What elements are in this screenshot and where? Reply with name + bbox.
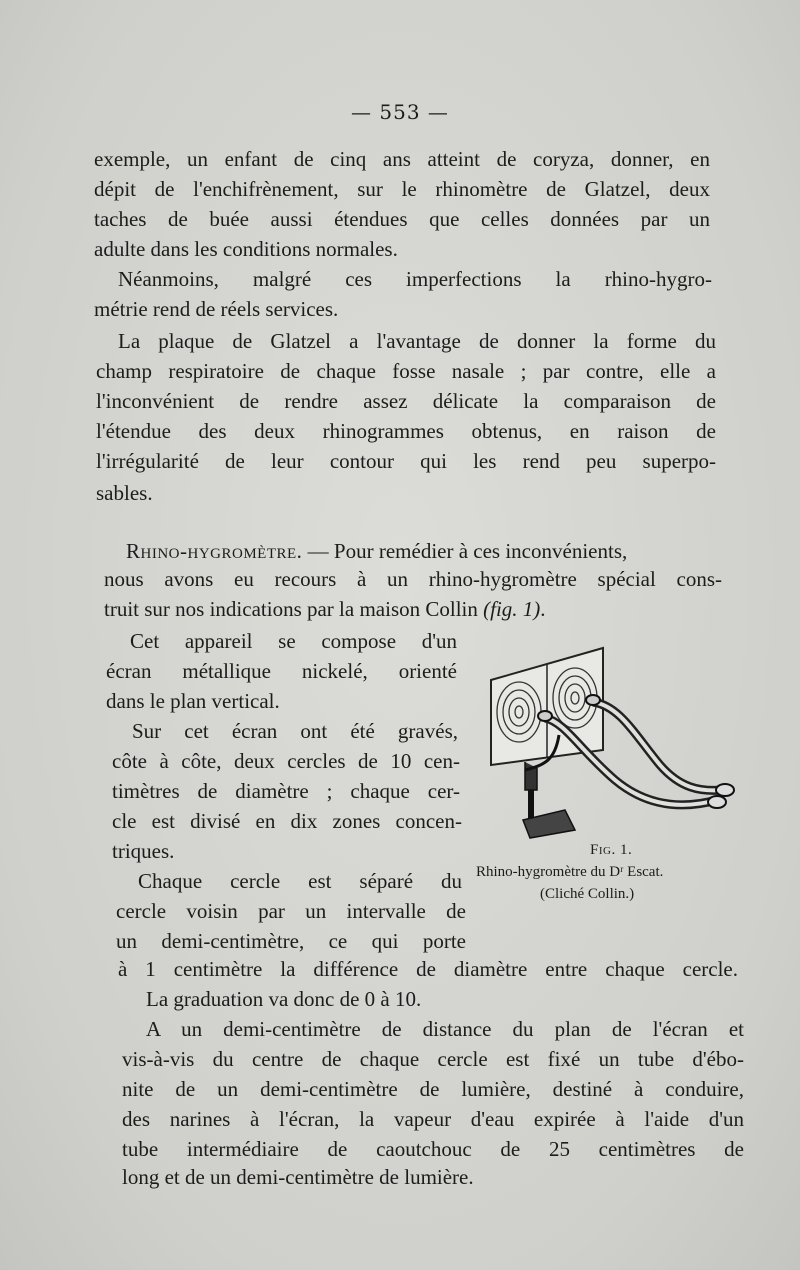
text-line: l'inconvénient de rendre assez délicate la comparaison de bbox=[96, 389, 716, 413]
text-line: triques. bbox=[112, 839, 175, 863]
text-line: écran métallique nickelé, orienté bbox=[106, 659, 457, 683]
text-line: Sur cet écran ont été gravés, bbox=[132, 719, 458, 743]
figure-caption: Rhino-hygromètre du Dʳ Escat. bbox=[476, 864, 664, 880]
text-line: l'étendue des deux rhinogrammes obtenus, en raison de bbox=[96, 419, 716, 443]
text-line: dans le plan vertical. bbox=[106, 689, 280, 713]
text-line: sables. bbox=[96, 481, 153, 505]
line-end: . bbox=[540, 597, 546, 621]
text-line: A un demi-centimètre de distance du plan de l'écran et bbox=[146, 1017, 744, 1041]
rhino-hygrometer-figure bbox=[485, 640, 735, 845]
text-line: cle est divisé en dix zones concen- bbox=[112, 809, 462, 833]
text-line: timètres de diamètre ; chaque cer- bbox=[112, 779, 460, 803]
text-line: La plaque de Glatzel a l'avantage de donner la forme du bbox=[118, 329, 716, 353]
text-line: Néanmoins, malgré ces imperfections la rhino-hygro- bbox=[118, 267, 712, 291]
section-intro: — Pour remédier à ces inconvénients, bbox=[302, 539, 628, 563]
figure-label: Fig. 1. bbox=[590, 842, 633, 858]
text-line: l'irrégularité de leur contour qui les rend peu superpo- bbox=[96, 449, 716, 473]
figure-reference: (fig. 1) bbox=[483, 597, 541, 621]
rhino-hygrometer-illustration bbox=[485, 640, 735, 845]
text-line: exemple, un enfant de cinq ans atteint de coryza, donner, en bbox=[94, 147, 710, 171]
text-line: champ respiratoire de chaque fosse nasale ; par contre, elle a bbox=[96, 359, 716, 383]
section-heading-line bbox=[126, 538, 627, 564]
text-line: des narines à l'écran, la vapeur d'eau expirée à l'aide d'un bbox=[122, 1107, 744, 1131]
text-line: long et de un demi-centimètre de lumière. bbox=[122, 1165, 474, 1189]
text-line: un demi-centimètre, ce qui porte bbox=[116, 929, 466, 953]
text-line: cercle voisin par un intervalle de bbox=[116, 899, 466, 923]
page-number: — 553 — bbox=[351, 100, 449, 124]
text-line: nous avons eu recours à un rhino-hygromètre spécial cons- bbox=[104, 567, 722, 591]
section-heading: Rhino-hygromètre. bbox=[126, 539, 303, 563]
text-line: taches de buée aussi étendues que celles données par un bbox=[94, 207, 710, 231]
text-line: dépit de l'enchifrènement, sur le rhinomètre de Glatzel, deux bbox=[94, 177, 710, 201]
text-line: La graduation va donc de 0 à 10. bbox=[146, 987, 422, 1011]
text-line: vis-à-vis du centre de chaque cercle est fixé un tube d'ébo- bbox=[122, 1047, 744, 1071]
text-line: nite de un demi-centimètre de lumière, destiné à conduire, bbox=[122, 1077, 744, 1101]
line-text: truit sur nos indications par la maison Collin bbox=[104, 597, 484, 621]
text-line: à 1 centimètre la différence de diamètre entre chaque cercle. bbox=[118, 957, 738, 981]
figure-credit: (Cliché Collin.) bbox=[540, 886, 635, 902]
text-line: adulte dans les conditions normales. bbox=[94, 237, 398, 261]
text-line: Cet appareil se compose d'un bbox=[130, 629, 457, 653]
text-line bbox=[104, 596, 546, 622]
text-line: métrie rend de réels services. bbox=[94, 297, 339, 321]
text-line: tube intermédiaire de caoutchouc de 25 centimètres de bbox=[122, 1137, 744, 1161]
text-line: côte à côte, deux cercles de 10 cen- bbox=[112, 749, 460, 773]
text-line: Chaque cercle est séparé du bbox=[138, 869, 462, 893]
